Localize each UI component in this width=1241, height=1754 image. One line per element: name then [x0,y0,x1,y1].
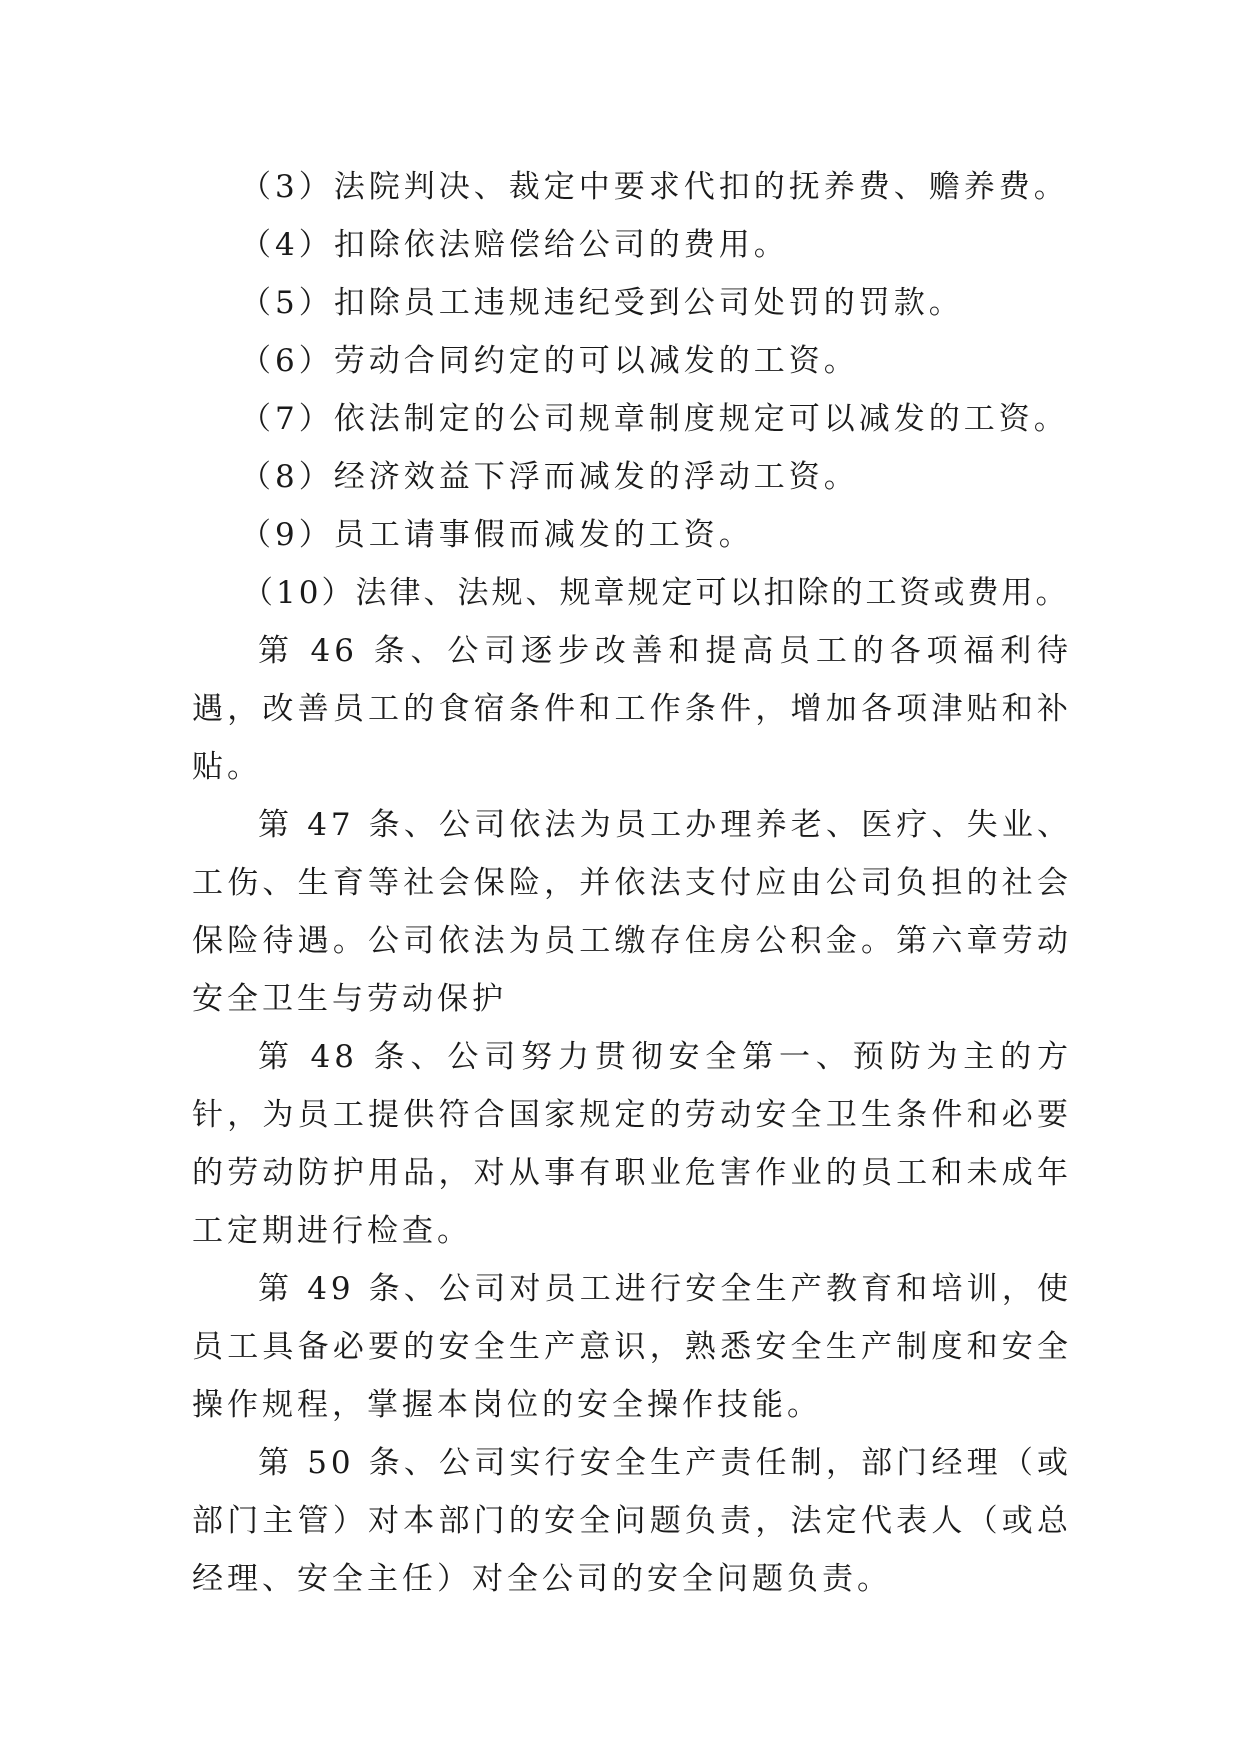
article-47: 第 47 条、公司依法为员工办理养老、医疗、失业、工伤、生育等社会保险，并依法支付应由公司负担的社会保险待遇。公司依法为员工缴存住房公积金。第六章劳动安全卫生与劳动保护 [192,807,1072,1017]
document-body [192,158,1072,1608]
list-item-3: （3）法院判决、裁定中要求代扣的抚养费、赡养费。 [240,169,1069,205]
article-46: 第 46 条、公司逐步改善和提高员工的各项福利待遇，改善员工的食宿条件和工作条件，增加各项津贴和补贴。 [192,633,1072,785]
list-item-10: （10）法律、法规、规章规定可以扣除的工资或费用。 [242,575,1070,611]
article-48: 第 48 条、公司努力贯彻安全第一、预防为主的方针，为员工提供符合国家规定的劳动安全卫生条件和必要的劳动防护用品，对从事有职业危害作业的员工和未成年工定期进行检查。 [192,1039,1072,1249]
article-50: 第 50 条、公司实行安全生产责任制，部门经理（或部门主管）对本部门的安全问题负责，法定代表人（或总经理、安全主任）对全公司的安全问题负责。 [192,1445,1072,1597]
list-item-8: （8）经济效益下浮而减发的浮动工资。 [240,459,859,495]
list-item-5: （5）扣除员工违规违纪受到公司处罚的罚款。 [240,285,964,321]
list-item-9: （9）员工请事假而减发的工资。 [240,517,754,553]
list-item-4: （4）扣除依法赔偿给公司的费用。 [240,227,789,263]
list-item-6: （6）劳动合同约定的可以减发的工资。 [240,343,859,379]
article-49: 第 49 条、公司对员工进行安全生产教育和培训，使员工具备必要的安全生产意识，熟悉安全生产制度和安全操作规程，掌握本岗位的安全操作技能。 [192,1271,1072,1423]
list-item-7: （7）依法制定的公司规章制度规定可以减发的工资。 [240,401,1069,437]
